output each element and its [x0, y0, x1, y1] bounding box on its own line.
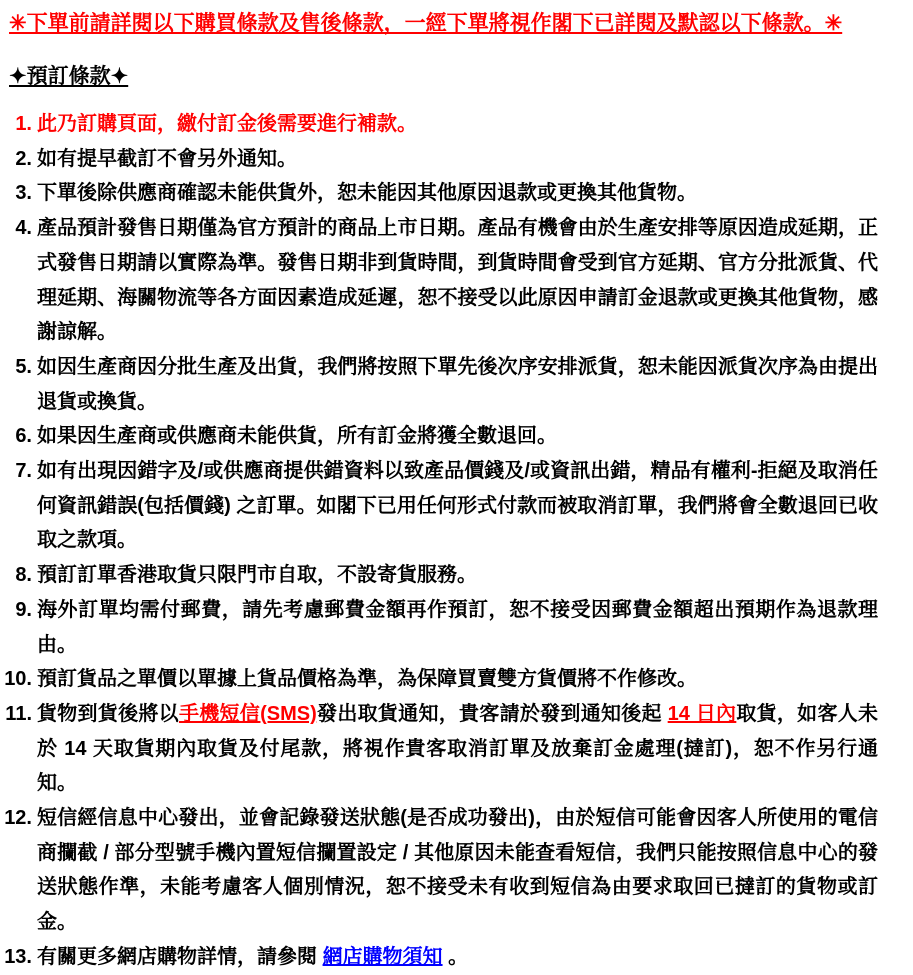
purchase-notice-header: ✳下單前請詳閱以下購買條款及售後條款，一經下單將視作閣下已詳閱及默認以下條款。✳: [9, 12, 843, 35]
term-item: [0, 697, 878, 801]
term-item: [0, 454, 878, 558]
term-item: [0, 142, 878, 177]
term-item: [0, 176, 878, 211]
terms-list: [0, 107, 913, 975]
term-item: [0, 558, 878, 593]
term-number: 6.: [15, 425, 32, 448]
sms-pickup-highlight: 手機短信(SMS): [178, 702, 317, 725]
term-number: 11.: [5, 702, 32, 725]
term-text: 如果因生產商或供應商未能供貨，所有訂金將獲全數退回。: [37, 425, 557, 448]
term-text: 有關更多網店購物詳情，請參閱: [37, 945, 323, 968]
term-item: [0, 801, 878, 940]
term-text: 短信經信息中心發出，並會記錄發送狀態(是否成功發出)，由於短信可能會因客人所使用的電信商攔截 / 部分型號手機內置短信攔置設定 / 其他原因未能查看短信，我們只能按照信息中心的發送狀態作準，未能考慮客人個別情況，恕不接受未有收到短信為由要求取回已撻訂的貨物或訂金。: [37, 807, 878, 934]
term-text: 取貨，如客人未於 14 天取貨期內取貨及付尾款，將視作貴客取消訂單及放棄訂金處理(撻訂)，恕不作另行通知。: [37, 702, 879, 795]
term-item: [0, 662, 878, 697]
term-item: [0, 940, 878, 975]
term-text-red: 此乃訂購頁面，繳付訂金後需要進行補款。: [37, 113, 417, 135]
term-number: 3.: [15, 182, 32, 205]
term-item: [0, 350, 878, 419]
term-item: [0, 107, 878, 142]
term-text: 預訂訂單香港取貨只限門市自取，不設寄貨服務。: [37, 564, 477, 587]
term-text: 發出取貨通知，貴客請於發到通知後起: [316, 702, 668, 725]
term-number: 2.: [15, 147, 32, 170]
section-title-preorder-terms: ✦預訂條款✦: [9, 65, 129, 88]
term-number: 12.: [4, 807, 32, 830]
term-number: 8.: [15, 564, 32, 587]
term-text: 。: [442, 945, 469, 968]
term-number: 9.: [15, 598, 32, 621]
term-text: 如有提早截訂不會另外通知。: [37, 147, 297, 170]
term-text: 如因生產商因分批生產及出貨，我們將按照下單先後次序安排派貨，恕未能因派貨次序為由提出退貨或換貨。: [37, 355, 878, 413]
store-shopping-notice-link[interactable]: 網店購物須知: [322, 945, 443, 968]
term-number: 1.: [15, 113, 32, 135]
term-text: 海外訂單均需付郵費，請先考慮郵費金額再作預訂，恕不接受因郵費金額超出預期作為退款理由。: [37, 598, 878, 656]
term-number: 13.: [4, 945, 32, 968]
term-number: 5.: [15, 355, 32, 378]
term-text: 下單後除供應商確認未能供貨外，恕未能因其他原因退款或更換其他貨物。: [37, 182, 697, 205]
term-item: [0, 593, 878, 662]
term-item: [0, 419, 878, 454]
term-number: 4.: [15, 217, 32, 240]
fourteen-days-highlight: 14 日內: [667, 702, 737, 725]
term-text: 如有出現因錯字及/或供應商提供錯資料以致產品價錢及/或資訊出錯，精品有權利-拒絕及取消任何資訊錯誤(包括價錢) 之訂單。如閣下已用任何形式付款而被取消訂單，我們將會全數退回已收取之款項。: [37, 460, 878, 552]
term-text: 產品預計發售日期僅為官方預計的商品上市日期。產品有機會由於生產安排等原因造成延期，正式發售日期請以實際為準。發售日期非到貨時間，到貨時間會受到官方延期、官方分批派貨、代理延期、海關物流等各方面因素造成延遲，恕不接受以此原因申請訂金退款或更換其他貨物，感謝諒解。: [37, 217, 878, 344]
term-number: 10.: [4, 668, 32, 691]
term-number: 7.: [15, 460, 32, 483]
term-text: 貨物到貨後將以: [37, 702, 179, 725]
term-text: 預訂貨品之單價以單據上貨品價格為準，為保障買賣雙方貨價將不作修改。: [37, 668, 697, 691]
term-item: [0, 211, 878, 350]
